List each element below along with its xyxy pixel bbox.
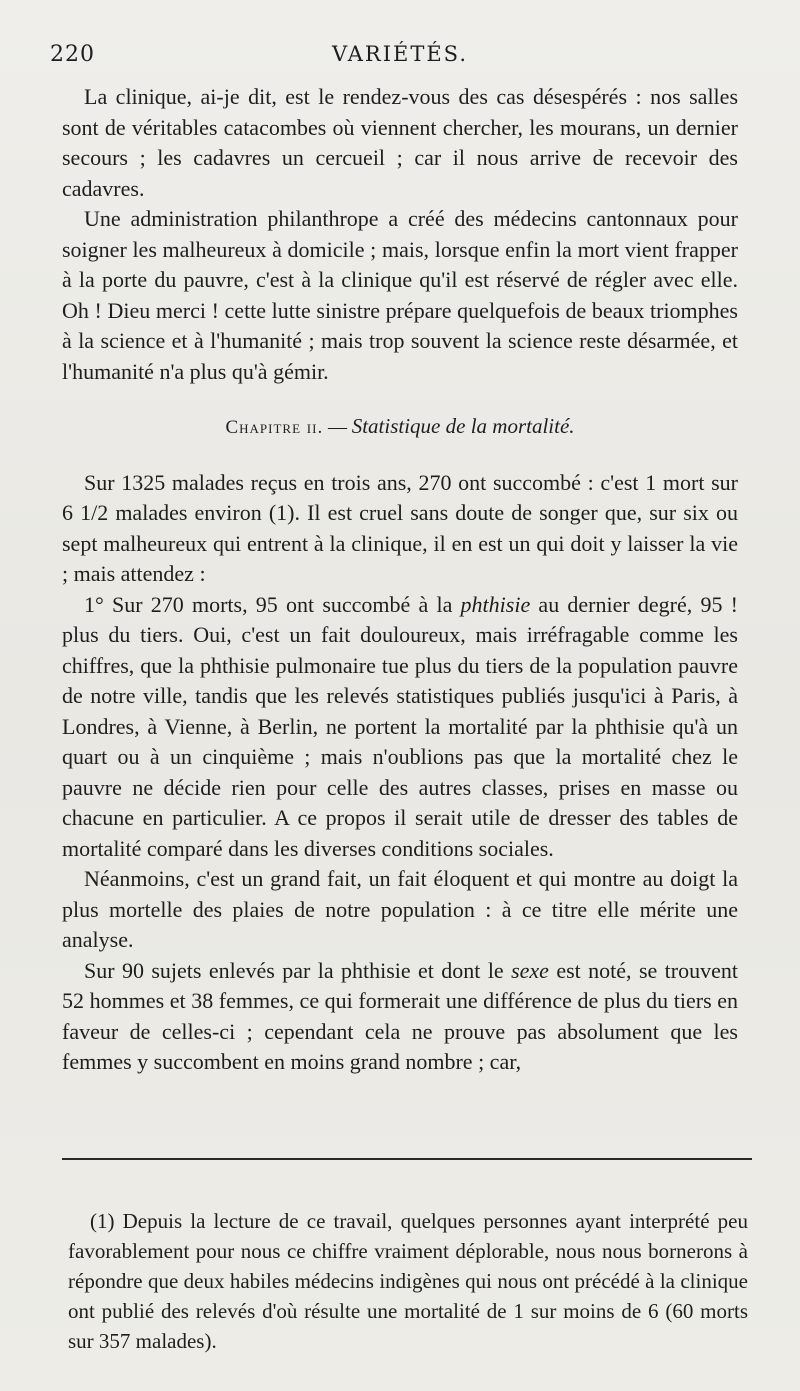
page-number: 220 — [50, 42, 95, 67]
footnote — [68, 1206, 748, 1356]
paragraph-phthisie-rest: au dernier degré, 95 ! plus du tiers. Oui, c'est un fait douloureux, mais irréfragable comme les chiffres, que la phthisie pulmonaire tue plus du tiers de la population pauvre de notre ville, tandis que les relevés statistiques publiés jusqu'ici à Paris, à Londres, à Vienne, à Berlin, ne portent la mortalité par la phthisie qu'à un quart ou à un cinquième ; mais n'oublions pas que la mortalité chez le pauvre ne décide rien pour celle des autres classes, prises en masse ou chacune en particulier. A ce propos il serait utile de dresser des tables de mortalité comparé dans les diverses conditions sociales. — [62, 591, 738, 861]
chapter-dash: — — [323, 417, 352, 438]
paragraph-phthisie — [62, 590, 738, 865]
page-header — [50, 42, 750, 74]
paragraph-clinique: La clinique, ai-je dit, est le rendez-vous des cas désespérés : nos salles sont de véritables catacombes où viennent chercher, les mourans, un dernier secours ; les cadavres un cercueil ; car il nous arrive de recevoir des cadavres. — [62, 84, 738, 201]
running-head: VARIÉTÉS. — [332, 42, 468, 66]
chapter-label: Chapitre ii. — [225, 417, 324, 438]
footnote-rule — [62, 1158, 752, 1160]
paragraph-neanmoins: Néanmoins, c'est un grand fait, un fait éloquent et qui montre au doigt la plus mortelle des plaies de notre population : à ce titre elle mérite une analyse. — [62, 866, 738, 952]
paragraph-sexe-start: Sur 90 sujets enlevés par la phthisie et dont le — [84, 957, 512, 983]
footnote-text: (1) Depuis la lecture de ce travail, quelques personnes ayant interprété peu favorablement pour nous ce chiffre vraiment déplorable, nous nous bornerons à répondre que deux habiles médecins indigènes qui nous ont précédé à la clinique ont publié des relevés d'où résulte une mortalité de 1 sur moins de 6 (60 morts sur 357 malades). — [68, 1209, 748, 1353]
paragraph-sexe-rest: est noté, se trouvent 52 hommes et 38 femmes, ce qui formerait une différence de plus du tiers en faveur de celles-ci ; cependant cela ne prouve pas absolument que les femmes y succombent en moins grand nombre ; car, — [62, 957, 738, 1074]
paragraph-statistics: Sur 1325 malades reçus en trois ans, 270 ont succombé : c'est 1 mort sur 6 1/2 malades environ (1). Il est cruel sans doute de songer que, sur six ou sept malheureux qui entrent à la clinique, il en est un qui doit y laisser la vie ; mais attendez : — [62, 469, 738, 586]
paragraph-phthisie-start: 1° Sur 270 morts, 95 ont succombé à la — [84, 591, 461, 617]
paragraph-sexe — [62, 956, 738, 1078]
phthisie-term: phthisie — [460, 591, 531, 617]
main-text — [62, 82, 738, 1078]
chapter-title: Statistique de la mortalité. — [351, 414, 575, 438]
sexe-term: sexe — [511, 957, 549, 983]
paragraph-administration: Une administration philanthrope a créé des médecins cantonnaux pour soigner les malheureux à domicile ; mais, lorsque enfin la mort vient frapper à la porte du pauvre, c'est à la clinique qu'il est réservé de régler avec elle. Oh ! Dieu merci ! cette lutte sinistre prépare quelquefois de beaux triomphes à la science et à l'humanité ; mais trop souvent la science reste désarmée, et l'humanité n'a plus qu'à gémir. — [62, 206, 738, 384]
chapter-heading — [62, 411, 738, 444]
